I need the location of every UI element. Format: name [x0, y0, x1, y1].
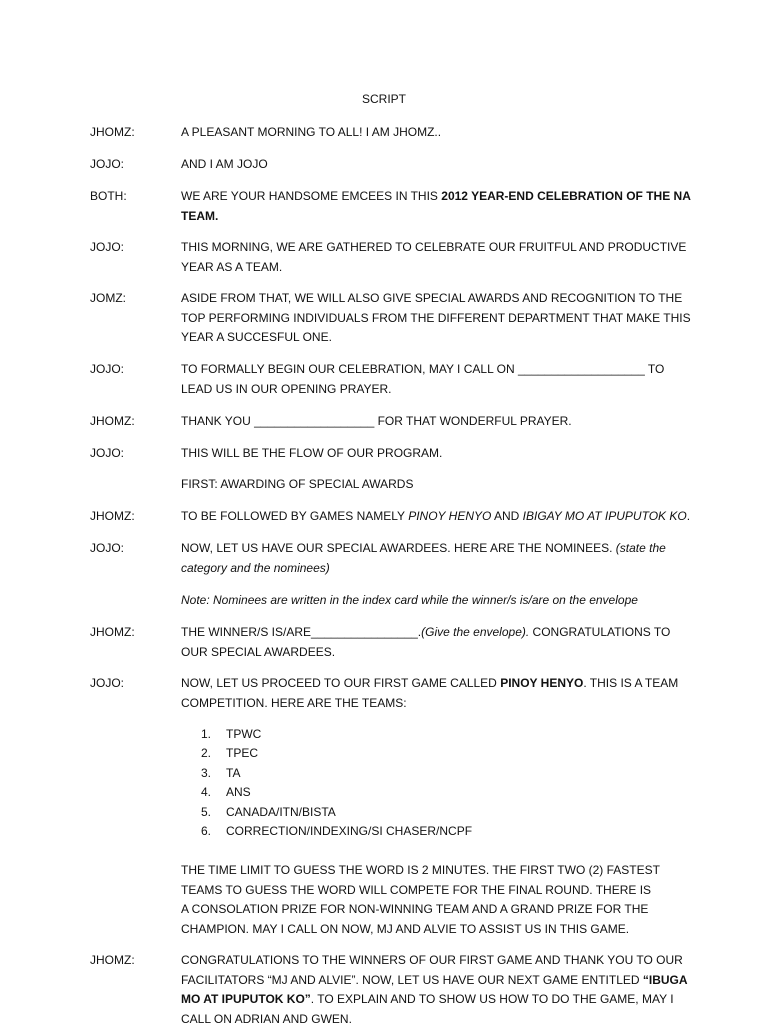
- list-number: 3.: [201, 764, 226, 783]
- dialogue-line: [181, 990, 691, 1010]
- list-number: 2.: [201, 744, 226, 763]
- dialogue-text: [181, 238, 691, 277]
- dialogue-text: [181, 591, 691, 611]
- list-item: [201, 764, 472, 783]
- list-item: [201, 725, 472, 744]
- dialogue-line: YEAR AS A TEAM.: [181, 258, 691, 278]
- dialogue-text: [181, 187, 691, 226]
- dialogue-line: CHAMPION. MAY I CALL ON NOW, MJ AND ALVIE TO ASSIST US IN THIS GAME.: [181, 920, 691, 940]
- speaker-label: JHOMZ:: [90, 951, 178, 971]
- text-run: NOW, LET US PROCEED TO OUR FIRST GAME CALLED: [181, 676, 500, 690]
- dialogue-line: CONGRATULATIONS TO THE WINNERS OF OUR FIRST GAME AND THANK YOU TO OUR: [181, 951, 691, 971]
- team-name: TPEC: [226, 746, 258, 760]
- dialogue-line: OUR SPECIAL AWARDEES.: [181, 643, 691, 663]
- dialogue-text: [181, 507, 691, 527]
- dialogue-line: THIS WILL BE THE FLOW OF OUR PROGRAM.: [181, 444, 691, 464]
- dialogue-text: [181, 539, 691, 578]
- dialogue-line: ASIDE FROM THAT, WE WILL ALSO GIVE SPECIAL AWARDS AND RECOGNITION TO THE: [181, 289, 691, 309]
- speaker-label: JHOMZ:: [90, 507, 178, 527]
- page-title: SCRIPT: [0, 92, 768, 106]
- dialogue-line: [181, 623, 691, 643]
- dialogue-line: A CONSOLATION PRIZE FOR NON-WINNING TEAM AND A GRAND PRIZE FOR THE: [181, 900, 691, 920]
- team-name: CANADA/ITN/BISTA: [226, 805, 336, 819]
- dialogue-text: [181, 861, 691, 939]
- dialogue-text: [181, 155, 691, 175]
- dialogue-text: [181, 412, 691, 432]
- list-item: [201, 822, 472, 841]
- bold-text-run: MO AT IPUPUTOK KO”: [181, 992, 311, 1006]
- text-run: . TO EXPLAIN AND TO SHOW US HOW TO DO THE GAME, MAY I: [311, 992, 674, 1006]
- list-item: [201, 783, 472, 802]
- bold-text-run: TEAM.: [181, 209, 218, 223]
- text-run: THE WINNER/S IS/ARE________________.: [181, 625, 421, 639]
- dialogue-line: [181, 187, 691, 207]
- team-list: [201, 725, 472, 841]
- italic-text-run: PINOY HENYO: [408, 509, 491, 523]
- speaker-label: JOJO:: [90, 238, 178, 258]
- team-name: CORRECTION/INDEXING/SI CHASER/NCPF: [226, 824, 472, 838]
- speaker-label: JOMZ:: [90, 289, 178, 309]
- speaker-label: JOJO:: [90, 674, 178, 694]
- dialogue-line: [181, 674, 691, 694]
- dialogue-line: [181, 207, 691, 227]
- dialogue-line: THE TIME LIMIT TO GUESS THE WORD IS 2 MINUTES. THE FIRST TWO (2) FASTEST: [181, 861, 691, 881]
- list-item: [201, 744, 472, 763]
- bold-text-run: “IBUGA: [643, 973, 688, 987]
- dialogue-line: AND I AM JOJO: [181, 155, 691, 175]
- italic-text-run: category and the nominees): [181, 561, 330, 575]
- dialogue-text: [181, 123, 691, 143]
- dialogue-line: THANK YOU __________________ FOR THAT WONDERFUL PRAYER.: [181, 412, 691, 432]
- text-run: CONGRATULATIONS TO: [529, 625, 670, 639]
- dialogue-line: [181, 559, 691, 579]
- italic-text-run: IBIGAY MO AT IPUPUTOK KO: [523, 509, 687, 523]
- dialogue-line: FIRST: AWARDING OF SPECIAL AWARDS: [181, 475, 691, 495]
- speaker-label: JOJO:: [90, 444, 178, 464]
- dialogue-line: TOP PERFORMING INDIVIDUALS FROM THE DIFFERENT DEPARTMENT THAT MAKE THIS: [181, 309, 691, 329]
- text-run: NOW, LET US HAVE OUR SPECIAL AWARDEES. HERE ARE THE NOMINEES.: [181, 541, 616, 555]
- dialogue-line: LEAD US IN OUR OPENING PRAYER.: [181, 380, 691, 400]
- team-name: TPWC: [226, 727, 261, 741]
- speaker-label: JHOMZ:: [90, 623, 178, 643]
- dialogue-line: THIS MORNING, WE ARE GATHERED TO CELEBRATE OUR FRUITFUL AND PRODUCTIVE: [181, 238, 691, 258]
- dialogue-line: [181, 971, 691, 991]
- dialogue-line: A PLEASANT MORNING TO ALL! I AM JHOMZ..: [181, 123, 691, 143]
- bold-text-run: PINOY HENYO: [500, 676, 583, 690]
- dialogue-line: CALL ON ADRIAN AND GWEN.: [181, 1010, 691, 1029]
- speaker-label: JOJO:: [90, 360, 178, 380]
- dialogue-text: [181, 475, 691, 495]
- dialogue-line: TEAMS TO GUESS THE WORD WILL COMPETE FOR THE FINAL ROUND. THERE IS: [181, 881, 691, 901]
- dialogue-text: [181, 360, 691, 399]
- text-run: WE ARE YOUR HANDSOME EMCEES IN THIS: [181, 189, 441, 203]
- text-run: TO BE FOLLOWED BY GAMES NAMELY: [181, 509, 408, 523]
- dialogue-line: [181, 591, 691, 611]
- dialogue-line: YEAR A SUCCESFUL ONE.: [181, 328, 691, 348]
- team-name: ANS: [226, 785, 251, 799]
- dialogue-line: [181, 539, 691, 559]
- text-run: . THIS IS A TEAM: [583, 676, 678, 690]
- list-number: 4.: [201, 783, 226, 802]
- italic-text-run: (state the: [616, 541, 666, 555]
- italic-text-run: Note: Nominees are written in the index card while the winner/s is/are on the envelope: [181, 593, 638, 607]
- team-name: TA: [226, 766, 240, 780]
- text-run: .: [687, 509, 690, 523]
- speaker-label: BOTH:: [90, 187, 178, 207]
- speaker-label: JOJO:: [90, 155, 178, 175]
- dialogue-text: [181, 951, 691, 1029]
- dialogue-text: [181, 444, 691, 464]
- dialogue-text: [181, 623, 691, 662]
- speaker-label: JHOMZ:: [90, 412, 178, 432]
- italic-text-run: (Give the envelope).: [421, 625, 529, 639]
- text-run: FACILITATORS “MJ AND ALVIE”. NOW, LET US HAVE OUR NEXT GAME ENTITLED: [181, 973, 643, 987]
- list-number: 1.: [201, 725, 226, 744]
- list-item: [201, 803, 472, 822]
- text-run: AND: [491, 509, 522, 523]
- speaker-label: JOJO:: [90, 539, 178, 559]
- dialogue-line: COMPETITION. HERE ARE THE TEAMS:: [181, 694, 691, 714]
- dialogue-line: [181, 507, 691, 527]
- dialogue-text: [181, 674, 691, 713]
- dialogue-line: TO FORMALLY BEGIN OUR CELEBRATION, MAY I CALL ON ___________________ TO: [181, 360, 691, 380]
- list-number: 5.: [201, 803, 226, 822]
- speaker-label: JHOMZ:: [90, 123, 178, 143]
- list-number: 6.: [201, 822, 226, 841]
- bold-text-run: 2012 YEAR-END CELEBRATION OF THE NA: [441, 189, 691, 203]
- dialogue-text: [181, 289, 691, 348]
